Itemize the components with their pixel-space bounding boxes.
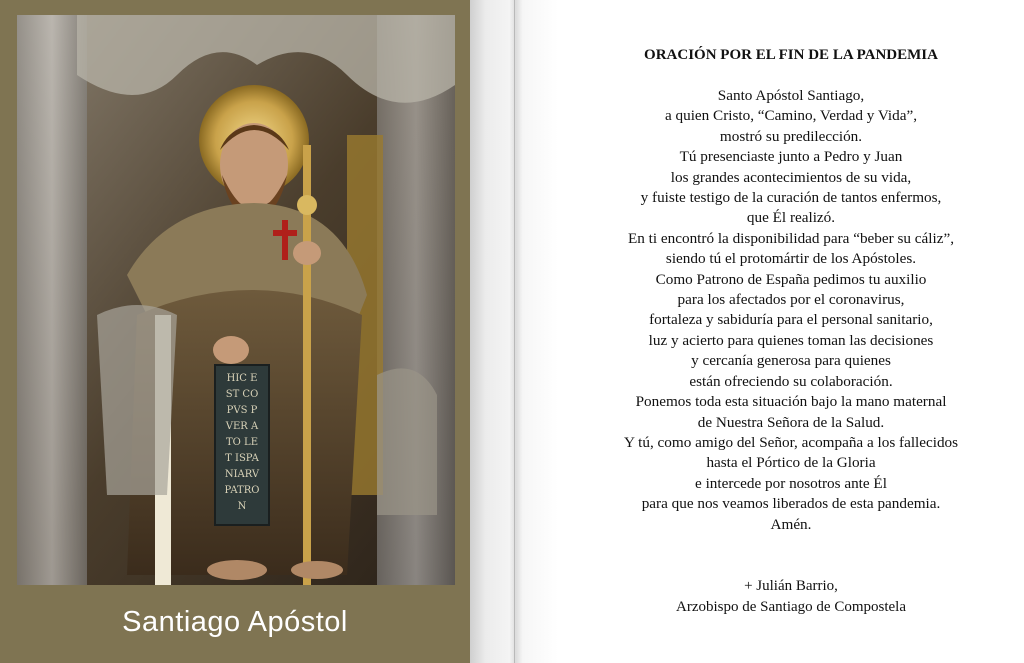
silver-ornament-left — [17, 15, 87, 585]
prayer-line: En ti encontró la disponibilidad para “beber su cáliz”, — [628, 229, 954, 247]
prayer-line: para los afectados por el coronavirus, — [677, 291, 905, 309]
prayer-line: los grandes acontecimientos de su vida, — [670, 168, 912, 186]
prayer-page — [558, 0, 1024, 663]
prayer-line: e intercede por nosotros ante Él — [695, 474, 887, 492]
prayer-line: están ofreciendo su colaboración. — [689, 372, 893, 390]
inscription-line: PVS P — [226, 405, 258, 416]
prayer-line: y fuiste testigo de la curación de tantos enfermos, — [640, 189, 942, 207]
prayer-line: de Nuestra Señora de la Salud. — [697, 413, 885, 431]
prayer-line: Amén. — [770, 515, 812, 533]
prayer-line: Ponemos toda esta situación bajo la mano maternal — [635, 393, 947, 411]
page-fold — [514, 0, 515, 663]
prayer-line: mostró su predilección. — [719, 127, 863, 145]
prayer-line: siendo tú el protomártir de los Apóstoles. — [665, 250, 917, 268]
prayer-title: ORACIÓN POR EL FIN DE LA PANDEMIA — [644, 47, 938, 63]
prayer-line: que Él realizó. — [746, 209, 836, 227]
prayer-line: Tú presenciaste junto a Pedro y Juan — [679, 148, 903, 166]
inscription-line: ST CO — [225, 389, 259, 400]
inscription-line: T ISPA — [225, 453, 259, 464]
prayer-text — [558, 86, 1024, 535]
inscription-line: PATRO — [224, 485, 260, 496]
holy-card — [0, 0, 470, 663]
inscription-line: N — [237, 501, 247, 512]
signature-name: + Julián Barrio, — [744, 578, 838, 594]
inscription-line: VER A — [225, 421, 259, 432]
prayer-line: y cercanía generosa para quienes — [691, 352, 891, 370]
saint-statue-photo — [17, 15, 455, 585]
prayer-line: fortaleza y sabiduría para el personal sanitario, — [649, 311, 933, 329]
inscription-line: HIC E — [226, 373, 258, 384]
inscription-line: NIARV — [224, 469, 260, 480]
prayer-line: hasta el Pórtico de la Gloria — [706, 454, 876, 472]
signature — [558, 576, 1024, 617]
prayer-line: Y tú, como amigo del Señor, acompaña a los fallecidos — [623, 433, 959, 451]
inscription-line: TO LE — [226, 437, 258, 448]
prayer-line: para que nos veamos liberados de esta pandemia. — [641, 495, 941, 513]
card-caption: Santiago Apóstol — [122, 606, 348, 638]
prayer-line: Santo Apóstol Santiago, — [717, 87, 865, 104]
prayer-line: a quien Cristo, “Camino, Verdad y Vida”, — [664, 107, 918, 125]
statue-illustration — [17, 15, 455, 585]
prayer-line: Como Patrono de España pedimos tu auxilio — [655, 270, 927, 288]
prayer-line: luz y acierto para quienes toman las decisiones — [648, 331, 934, 349]
signature-role: Arzobispo de Santiago de Compostela — [676, 598, 906, 615]
